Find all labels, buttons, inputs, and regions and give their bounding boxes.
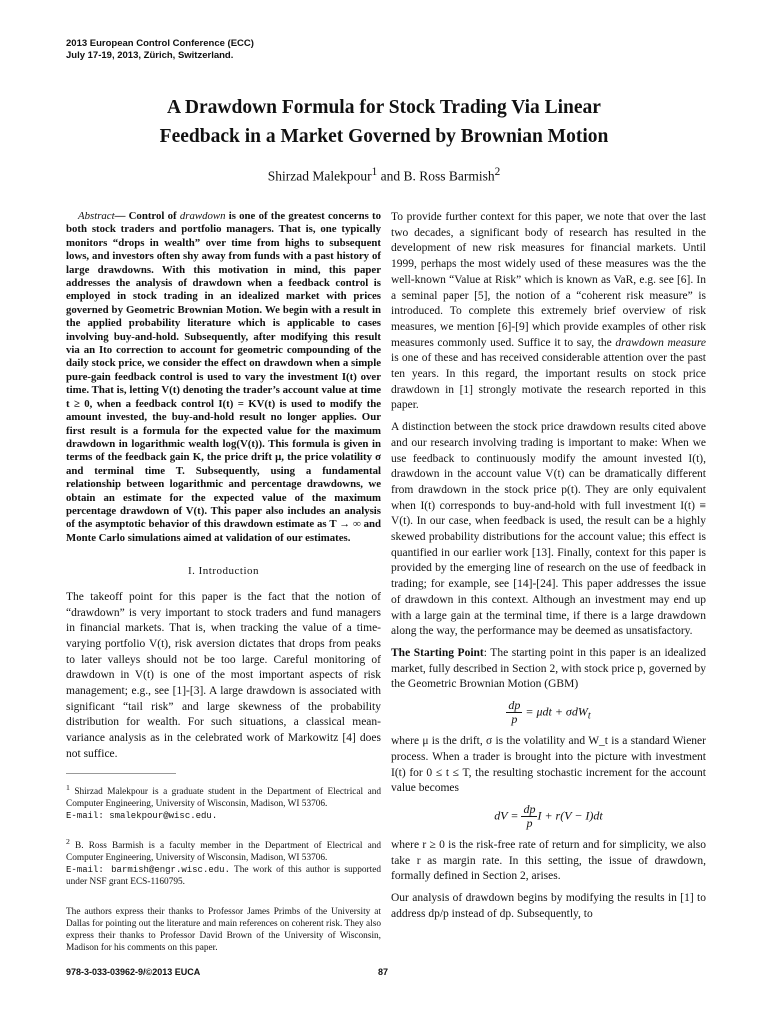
abstract: [66, 210, 381, 545]
footer-isbn: 978-3-033-03962-9/©2013 EUCA: [66, 967, 201, 977]
right-p1-start: To provide further context for this paper, we note that over the last two decades, a significant body of research has resulted in the development of new risk measures for financial markets. Until 1999, perhaps the most widely used of these measures was the the well-known “Value at Risk” which is known as VaR, e.g. see [6]. In a seminal paper [5], the notion of a “coherent risk measure” is introduced. To complete this extremely brief overview of risk measures, we mention [6]-[9] which provide examples of other risk measures commonly used. Suffice it to say, the: [391, 211, 706, 349]
footnote-2: [66, 836, 381, 888]
footnote-2-text: B. Ross Barmish is a faculty member in the Department of Electrical and Computer Engineering, University of Wisconsin, Madison, WI 53706.: [66, 840, 381, 863]
abstract-text-start: Control of: [128, 210, 180, 222]
acknowledgement: The authors express their thanks to Professor James Primbs of the University at Dallas for pointing out the literature and main references on coherent risk. They also express their thanks to Professor David Brown of the University of Wisconsin, Madison for his comments on this paper.: [66, 906, 381, 953]
equation-gbm: [391, 699, 706, 726]
abstract-dash: —: [114, 210, 129, 222]
starting-point-heading: The Starting Point: [391, 646, 484, 659]
footnote-1-text: Shirzad Malekpour is a graduate student in the Department of Electrical and Computer Engineering, University of Wisconsin, Madison, WI 53706.: [66, 786, 381, 809]
right-column: [391, 210, 706, 928]
conference-name: 2013 European Control Conference (ECC): [66, 38, 254, 49]
right-p1-emphasis: drawdown measure: [615, 336, 706, 349]
conference-dates: July 17-19, 2013, Zürich, Switzerland.: [66, 50, 234, 61]
right-paragraph-3: [391, 646, 706, 693]
footnote-1: [66, 782, 381, 822]
intro-paragraph: The takeoff point for this paper is the fact that the notion of “drawdown” is very important to stock traders and fund managers in financial markets. That is, when tracking the value of a time-varying portfolio V(t), risk aversion dictates that drops from peaks to later valleys should not be too large. Careful monitoring of drawdown in V(t) is one of the most important aspects of risk management; e.g., see [1]-[3]. A large drawdown is associated with significant “tail risk” and large skewness of the probability distribution for wealth. For such situations, a classical mean-variance analysis as in the celebrated work of Markowitz [4] does not suffice.: [66, 590, 381, 760]
author-2: B. Ross Barmish: [403, 168, 495, 184]
equation-gbm-numerator: dp: [508, 698, 521, 713]
right-paragraph-2: A distinction between the stock price drawdown results cited above and our research involving trading is important to make: When we use feedback to continuously modify the amount invested I(t), drawdown in the account value V(t) can be dramatically different from drawdown in the stock price p(t). They are only equivalent when I(t) corresponds to buy-and-hold with full investment I(t) ≡ V(t). In our case, when feedback is used, the result can be a highly skewed probability distributions for the account value; this effect is quantified in our earlier work [13]. Finally, context for this paper is provided by the emerging line of research on the use of feedback in trading; for example, see [14]-[24]. This paper addresses the issue of drawdown in this context. Although an investment may end up with a large gain at the terminal time, if there is a large drawdown along the way, the performance may be deemed as unsatisfactory.: [391, 421, 706, 638]
equation-gbm-fraction: [506, 699, 522, 726]
author-1: Shirzad Malekpour: [267, 168, 372, 184]
starting-point-text: : The starting point in this paper is an idealized market, fully described in Section 2, with stock price p, governed by the Geometric Brownian Motion (GBM): [391, 646, 706, 691]
footnote-1-mark: 1: [66, 782, 70, 792]
footnote-2-email: E-mail: barmish@engr.wisc.edu.: [66, 864, 230, 875]
right-p1-end: is one of these and has received considerable attention over the past ten years. In this regard, the important results on stock price drawdown in [1] strongly motivate the research reported in this paper.: [391, 352, 706, 412]
author-1-footnote-mark: 1: [371, 166, 378, 178]
abstract-label: Abstract: [78, 210, 115, 222]
equation-gbm-rhs: = μdt + σdW: [522, 704, 588, 719]
equation-account-value: [391, 803, 706, 830]
right-paragraph-1: [391, 210, 706, 414]
author-line: [0, 166, 768, 185]
equation-account-numerator: dp: [523, 801, 536, 816]
footnote-2-mark: 2: [66, 836, 70, 846]
equation-account-rhs: I + r(V − I)dt: [537, 808, 603, 823]
footnote-2-tail: The work of this author is supported under NSF grant ECS-1160795.: [66, 864, 381, 887]
equation-account-lhs: dV =: [494, 808, 522, 823]
section-heading-introduction: I. Introduction: [187, 565, 260, 578]
page-number: 87: [378, 967, 389, 977]
conference-header: [66, 38, 254, 62]
abstract-text: is one of the greatest concerns to both stock traders and portfolio managers. That is, one typically monitors “drops in wealth” over time from highs to subsequent lows, and investors often shy away from funds with a past history of large drawdowns. With this motivation in mind, this paper addresses the analysis of drawdown when a feedback control is employed in stock trading in an idealized market with prices governed by Geometric Brownian Motion. We begin with a result in the applied probability literature which is applicable to cases involving buy-and-hold. Subsequently, after modifying this result via an Ito correction to account for geometric compounding of the daily stock price, we consider the effect on drawdown when a simple pure-gain feedback control is used to vary the investment I(t) over time. That is, letting V(t) denoting the trader’s account value at time t ≥ 0, when a feedback control I(t) = KV(t) is used to modify the amount invested, the buy-and-hold result no longer applies. Our first result is a formula for the expected value for the maximum drawdown in logarithmic wealth log(V(t)). This formula is given in terms of the feedback gain K, the price drift μ, the price volatility σ and terminal time T. Subsequently, using a fundamental relationship between logarithmic and percentage drawdowns, we obtain an estimate for the expected value of the maximum percentage drawdown of V(t). This paper also includes an analysis of the asymptotic behavior of this drawdown estimate as T → ∞ and Monte Carlo simulations aimed at validation of our estimates.: [66, 210, 382, 544]
right-paragraph-5: where r ≥ 0 is the risk-free rate of return and for simplicity, we also take r as margin rate. In this setting, the issue of drawdown, formally defined in Section 2, arises.: [391, 838, 706, 883]
equation-account-fraction: [521, 803, 537, 830]
footnote-rule: [66, 773, 176, 774]
footnote-1-email: E-mail: smalekpour@wisc.edu.: [66, 810, 218, 821]
right-paragraph-4: where μ is the drift, σ is the volatility and W_t is a standard Wiener process. When a trader is brought into the picture with investment I(t) for 0 ≤ t ≤ T, the resulting stochastic increment for the account value becomes: [391, 735, 706, 795]
title-line-2: Feedback in a Market Governed by Brownian Motion: [159, 126, 609, 147]
left-column: [66, 210, 381, 954]
abstract-emphasis: drawdown: [179, 210, 226, 222]
paper-title: [0, 93, 768, 151]
equation-account-denominator: p: [526, 815, 533, 830]
title-line-1: A Drawdown Formula for Stock Trading Via Linear: [167, 97, 601, 118]
right-paragraph-6: Our analysis of drawdown begins by modifying the results in [1] to address dp/p instead of dp. Subsequently, to: [391, 892, 706, 920]
equation-gbm-denominator: p: [511, 712, 518, 727]
equation-gbm-subscript: t: [587, 710, 591, 722]
author-conjunction: and: [377, 168, 404, 184]
author-2-footnote-mark: 2: [494, 166, 501, 178]
